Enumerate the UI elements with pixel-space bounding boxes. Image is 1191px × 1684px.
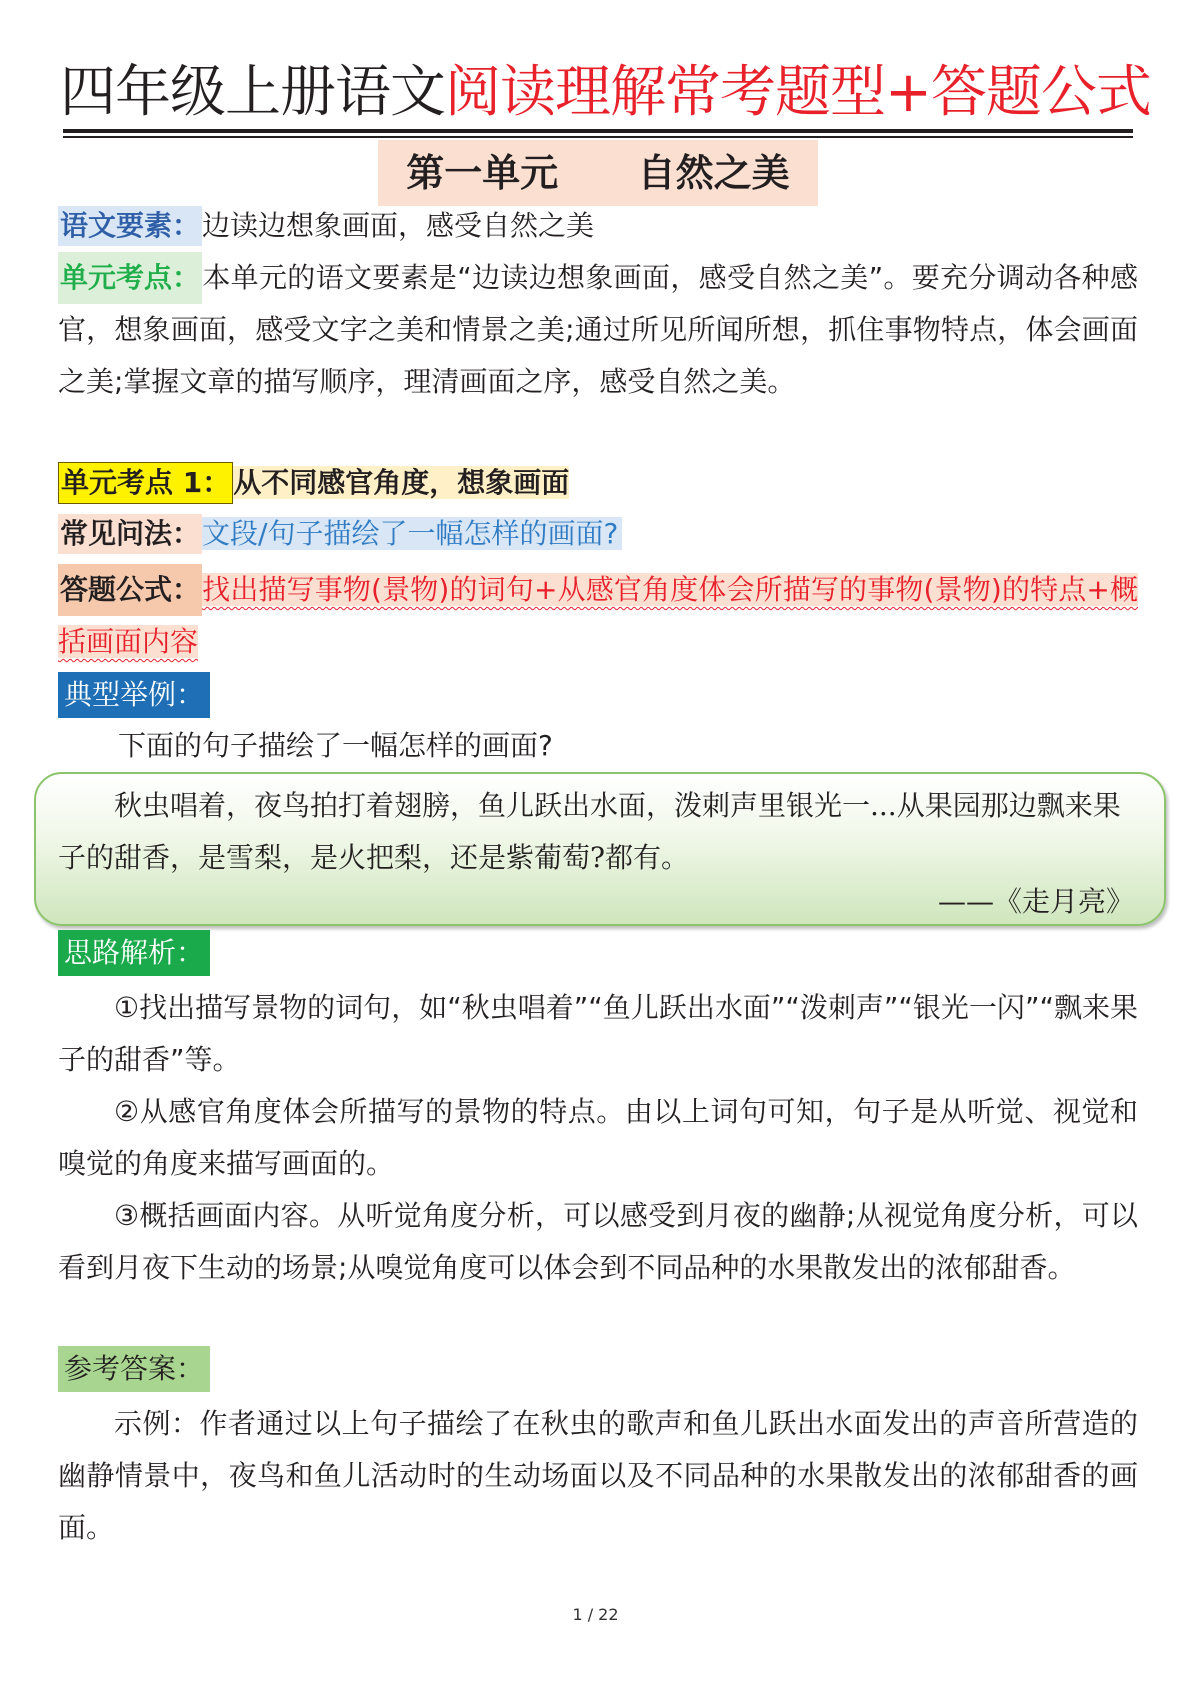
common-question-label: 常见问法： <box>58 514 202 554</box>
title-part-red: 阅读理解常考题型+答题公式 <box>445 60 1151 125</box>
title-divider-thin <box>63 136 1133 138</box>
point1-row <box>58 462 569 504</box>
unit-points-text: 本单元的语文要素是“边读边想象画面，感受自然之美”。要充分调动各种感官，想象画面，感受文字之美和情景之美;通过所见所闻所想，抓住事物特点，体会画面之美;掌握文章的描写顺序，理清画面之序，感受自然之美。 <box>58 261 1138 398</box>
point1-label: 单元考点 1： <box>58 462 233 504</box>
analysis-step-1: ①找出描写景物的词句，如“秋虫唱着”“鱼儿跃出水面”“泼刺声”“银光一闪”“飘来果子的甜香”等。 <box>58 991 1138 1076</box>
analysis-tag: 思路解析： <box>58 930 210 976</box>
common-question-row <box>58 514 622 554</box>
language-elements-label: 语文要素： <box>58 206 202 246</box>
example-question: 下面的句子描绘了一幅怎样的画面? <box>118 729 553 762</box>
page-number: 1 / 22 <box>572 1605 619 1624</box>
language-elements-row <box>58 206 594 246</box>
document-title <box>60 58 1151 128</box>
answer-text: 示例：作者通过以上句子描绘了在秋虫的歌声和鱼儿跃出水面发出的声音所营造的幽静情景中，夜鸟和鱼儿活动时的生动场面以及不同品种的水果散发出的浓郁甜香的画面。 <box>58 1407 1138 1544</box>
common-question-text: 文段/句子描绘了一幅怎样的画面? <box>202 517 622 550</box>
answer-tag: 参考答案： <box>58 1346 210 1392</box>
quote-box <box>34 772 1166 926</box>
title-divider-thick <box>63 129 1133 133</box>
formula-label: 答题公式： <box>58 564 202 616</box>
unit-points-label: 单元考点： <box>58 252 202 304</box>
title-part-black: 四年级上册语文 <box>60 60 445 125</box>
example-tag: 典型举例： <box>58 672 210 718</box>
formula-text: 找出描写事物(景物)的词句+从感官角度体会所描写的事物(景物)的特点+概括画面内容 <box>58 573 1138 658</box>
language-elements-text: 边读边想象画面，感受自然之美 <box>202 209 595 242</box>
point1-text: 从不同感官角度，想象画面 <box>233 466 570 499</box>
formula-paragraph <box>58 564 1138 668</box>
quote-text: 秋虫唱着，夜鸟拍打着翅膀，鱼儿跃出水面，泼刺声里银光一...从果园那边飘来果子的甜香，是雪梨，是火把梨，还是紫葡萄?都有。 <box>58 789 1121 874</box>
analysis-step-3: ③概括画面内容。从听觉角度分析，可以感受到月夜的幽静;从视觉角度分析，可以看到月夜下生动的场景;从嗅觉角度可以体会到不同品种的水果散发出的浓郁甜香。 <box>58 1199 1138 1284</box>
unit-title: 第一单元 自然之美 <box>378 140 818 206</box>
unit-points-paragraph <box>58 252 1138 408</box>
analysis-step-2: ②从感官角度体会所描写的景物的特点。由以上词句可知，句子是从听觉、视觉和嗅觉的角度来描写画面的。 <box>58 1095 1138 1180</box>
quote-source: ——《走月亮》 <box>937 885 1134 918</box>
